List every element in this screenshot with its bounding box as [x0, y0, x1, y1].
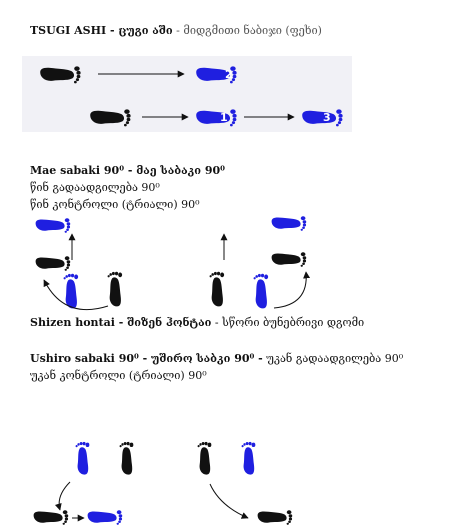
footprint-icon	[198, 442, 212, 475]
mae-sabaki-line2: წინ კონტროლი (ტრიალი) 90⁰	[30, 198, 200, 211]
footprint-icon	[34, 510, 69, 525]
diagram-panel	[22, 56, 352, 132]
mae-sabaki-term: Mae sabaki 90⁰ - მაე საბაკი 90⁰	[30, 164, 225, 177]
step-number: 2	[225, 68, 233, 81]
tsugi-ashi-desc: - მიდგმითი ნაბიჯი (ფეხი)	[172, 24, 322, 37]
ushiro-sabaki-diagram	[22, 440, 322, 530]
footprint-icon	[254, 274, 269, 309]
mae-sabaki-line1: წინ გადაადგილება 90⁰	[30, 181, 160, 194]
footprint-icon	[120, 442, 134, 475]
tsugi-ashi-diagram	[22, 56, 352, 132]
mae-sabaki-heading	[30, 164, 225, 178]
footprint-icon	[36, 218, 71, 233]
mae-sabaki-diagram	[24, 210, 324, 314]
step-number: 3	[323, 111, 331, 124]
shizen-hontai-heading	[30, 316, 364, 330]
ushiro-sabaki-heading	[30, 352, 403, 366]
footprint-icon	[272, 252, 307, 267]
footprint-icon	[36, 256, 71, 271]
footprint-icon	[108, 272, 123, 307]
footprint-icon	[64, 274, 79, 309]
ushiro-sabaki-desc: უკან გადაადგილება 90⁰	[262, 352, 404, 365]
shizen-hontai-term: Shizen hontai - შიზენ ჰონტაი	[30, 316, 212, 329]
curved-arrow-icon	[274, 272, 306, 308]
tsugi-ashi-svg	[22, 56, 352, 132]
curved-arrow-icon	[210, 484, 248, 518]
curved-arrow-icon	[59, 482, 70, 510]
footprint-icon	[272, 216, 307, 231]
ushiro-sabaki-svg	[22, 440, 322, 530]
step-number: 1	[220, 111, 228, 124]
tsugi-ashi-heading	[30, 24, 322, 38]
mae-sabaki-svg	[24, 210, 324, 314]
footprint-icon	[242, 442, 256, 475]
footprint-icon	[88, 510, 123, 525]
ushiro-sabaki-line2: უკან კონტროლი (ტრიალი) 90⁰	[30, 369, 207, 382]
shizen-hontai-desc: - სწორი ბუნებრივი დგომი	[211, 316, 365, 329]
ushiro-sabaki-term: Ushiro sabaki 90⁰ - უშირო საბკი 90⁰ -	[30, 352, 263, 365]
footprint-icon	[210, 272, 225, 307]
footprint-icon	[76, 442, 90, 475]
tsugi-ashi-term: TSUGI ASHI - ცუგი აში	[30, 24, 173, 37]
footprint-icon	[258, 510, 293, 525]
